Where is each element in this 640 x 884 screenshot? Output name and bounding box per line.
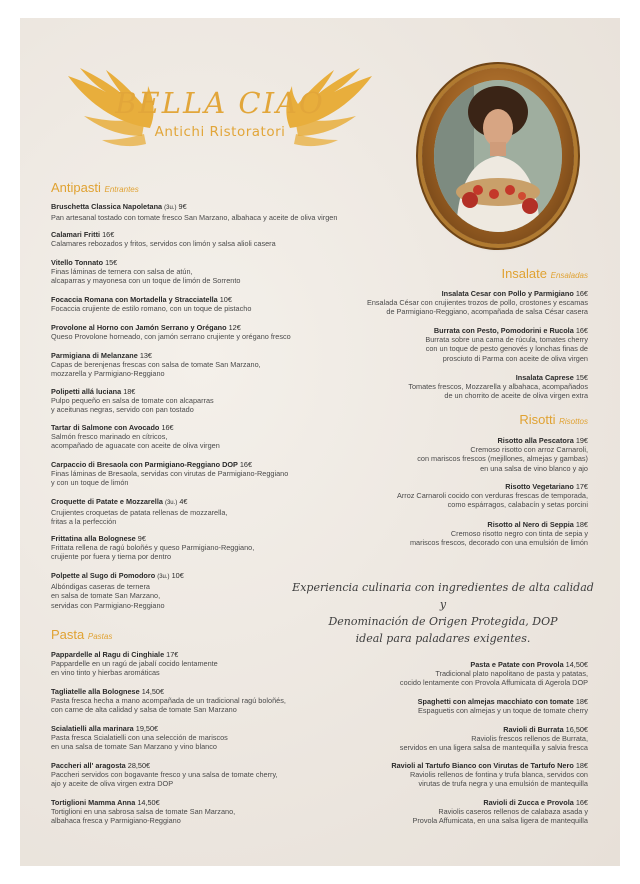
menu-item: Carpaccio di Bresaola con Parmigiano-Reggiano DOP 16€ Finas láminas de Bresaola, servidas con virutas de Parmigiano-Reggiano y con un toque de limón bbox=[51, 460, 289, 488]
menu-item: Risotto al Nero di Seppia 18€ Cremoso risotto negro con tinta de sepia y mariscos frescos, decorado con una emulsión de limón bbox=[409, 520, 588, 548]
framed-portrait-icon bbox=[422, 68, 574, 244]
menu-item: Polpette al Sugo di Pomodoro (3u.) 10€ Albóndigas caseras de ternera en salsa de tomate San Marzano, servidas con Parmigiano-Reggiano bbox=[51, 571, 184, 610]
portrait-photo bbox=[434, 80, 562, 232]
brand-title: BELLA CIAO bbox=[115, 86, 325, 120]
menu-item: Tagliatelle alla Bolognese 14,50€ Pasta fresca hecha a mano acompañada de un tradicional ragú boloñés, con carne de alta calidad y salsa de tomate San Marzano bbox=[51, 687, 286, 715]
menu-item: Insalata Cesar con Pollo y Parmigiano 16€ Ensalada César con crujientes trozos de pollo, crostones y escamas de Parmigiano-Reggiano, acompañada de salsa César casera bbox=[366, 289, 588, 317]
menu-item: Spaghetti con almejas macchiato con tomate 18€ Espaguetis con almejas y un toque de tomate cherry bbox=[417, 697, 588, 716]
menu-item: Croquette di Patate e Mozzarella (3u.) 4€ Crujientes croquetas de patata rellenas de mozzarella, fritas a la perfección bbox=[51, 497, 228, 527]
menu-item: Risotto Vegetariano 17€ Arroz Carnaroli cocido con verduras frescas de temporada, como espárragos, calabacín y setas porcini bbox=[396, 482, 588, 510]
menu-item: Risotto alla Pescatora 19€ Cremoso risotto con arroz Carnaroli, con mariscos frescos (mejillones, almejas y gambas) en una salsa de vino blanco y ajo bbox=[417, 436, 588, 473]
section-insalate bbox=[501, 266, 588, 281]
section-insalate-subtitle: Ensaladas bbox=[550, 271, 588, 280]
section-pasta bbox=[51, 627, 112, 642]
brand-logo bbox=[50, 58, 390, 178]
menu-item: Ravioli di Zucca e Provola 16€ Raviolis caseros rellenos de calabaza asada y Provola Affumicata, en una salsa ligera de mantequilla bbox=[412, 798, 588, 826]
section-insalate-title: Insalate bbox=[501, 266, 548, 281]
brand-subtitle: Antichi Ristoratori bbox=[154, 124, 286, 140]
menu-item: Polipetti allá luciana 18€ Pulpo pequeño en salsa de tomate con alcaparras y aceitunas negras, servido con pan tostado bbox=[51, 387, 214, 415]
menu-item: Ravioli di Burrata 16,50€ Raviolis frescos rellenos de Burrata, servidos en una ligera salsa de mantequilla y salvia fresca bbox=[399, 725, 588, 753]
menu-item: Tortiglioni Mamma Anna 14,50€ Tortiglioni en una sabrosa salsa de tomate San Marzano, albahaca fresca y Parmigiano-Reggiano bbox=[51, 798, 236, 826]
menu-item: Frittatina alla Bolognese 9€ Frittata rellena de ragú boloñés y queso Parmigiano-Reggiano, crujiente por fuera y tierna por dentro bbox=[51, 534, 255, 562]
menu-item: Parmigiana di Melanzane 13€ Capas de berenjenas frescas con salsa de tomate San Marzano, mozzarella y Parmigiano-Reggiano bbox=[51, 351, 261, 379]
menu-item: Tartar di Salmone con Avocado 16€ Salmón fresco marinado en cítricos, acompañado de aguacate con aceite de oliva virgen bbox=[51, 423, 220, 451]
menu-item: Bruschetta Classica Napoletana (3u.) 9€ Pan artesanal tostado con tomate fresco San Marzano, albahaca y aceite de oliva virgen bbox=[51, 202, 338, 223]
menu-item: Provolone al Horno con Jamón Serrano y Orégano 12€ Queso Provolone horneado, con jamón serrano crujiente y orégano fresco bbox=[51, 323, 291, 342]
menu-item: Insalata Caprese 15€ Tomates frescos, Mozzarella y albahaca, acompañados de un chorrito de aceite de oliva virgen extra bbox=[408, 373, 588, 401]
menu-item: Burrata con Pesto, Pomodorini e Rucola 16€ Burrata sobre una cama de rúcula, tomates cherry con un toque de pesto genovés y lonchas finas de prosciuto di Parma con aceite de oliva virgen bbox=[425, 326, 588, 363]
section-risotti-title: Risotti bbox=[519, 412, 556, 427]
tagline-quote: Experiencia culinaria con ingredientes de alta calidad y Denominación de Origen Protegida, DOP ideal para paladares exigentes. bbox=[292, 581, 594, 645]
menu-item: Calamari Fritti 16€ Calamares rebozados y fritos, servidos con limón y salsa alioli casera bbox=[51, 230, 276, 249]
menu-item: Paccheri all' aragosta 28,50€ Paccheri servidos con bogavante fresco y una salsa de tomate cherry, ajo y aceite de oliva virgen extra DOP bbox=[51, 761, 278, 789]
menu-item: Pappardelle al Ragu di Cinghiale 17€ Pappardelle en un ragú de jabalí cocido lentamente en vino tinto y hierbas aromáticas bbox=[51, 650, 218, 678]
menu-item: Ravioli al Tartufo Bianco con Virutas de Tartufo Nero 18€ Raviolis rellenos de fontina y trufa blanca, servidos con virutas de trufa negra y una emulsión de mantequilla bbox=[391, 761, 588, 789]
menu-page bbox=[20, 18, 620, 866]
menu-item: Scialatielli alla marinara 19,50€ Pasta fresca Scialatielli con una selección de mariscos en una salsa de tomate San Marzano y vino blanco bbox=[51, 724, 228, 752]
section-pasta-title: Pasta bbox=[51, 627, 85, 642]
section-antipasti-title: Antipasti bbox=[51, 180, 101, 195]
section-risotti-subtitle: Risottos bbox=[559, 417, 588, 426]
section-risotti bbox=[519, 412, 588, 427]
section-antipasti-subtitle: Entrantes bbox=[104, 185, 139, 194]
menu-item: Focaccia Romana con Mortadella y Stracciatella 10€ Focaccia crujiente de estilo romano, con un toque de pistacho bbox=[51, 295, 252, 314]
section-pasta-subtitle: Pastas bbox=[87, 632, 113, 641]
section-antipasti bbox=[51, 180, 139, 195]
menu-item: Pasta e Patate con Provola 14,50€ Tradicional plato napolitano de pasta y patatas, cocido lentamente con Provola Affumicata di Agerola DOP bbox=[399, 660, 588, 688]
menu-item: Vitello Tonnato 15€ Finas láminas de ternera con salsa de atún, alcaparras y mayonesa con un toque de limón de Sorrento bbox=[51, 258, 241, 286]
